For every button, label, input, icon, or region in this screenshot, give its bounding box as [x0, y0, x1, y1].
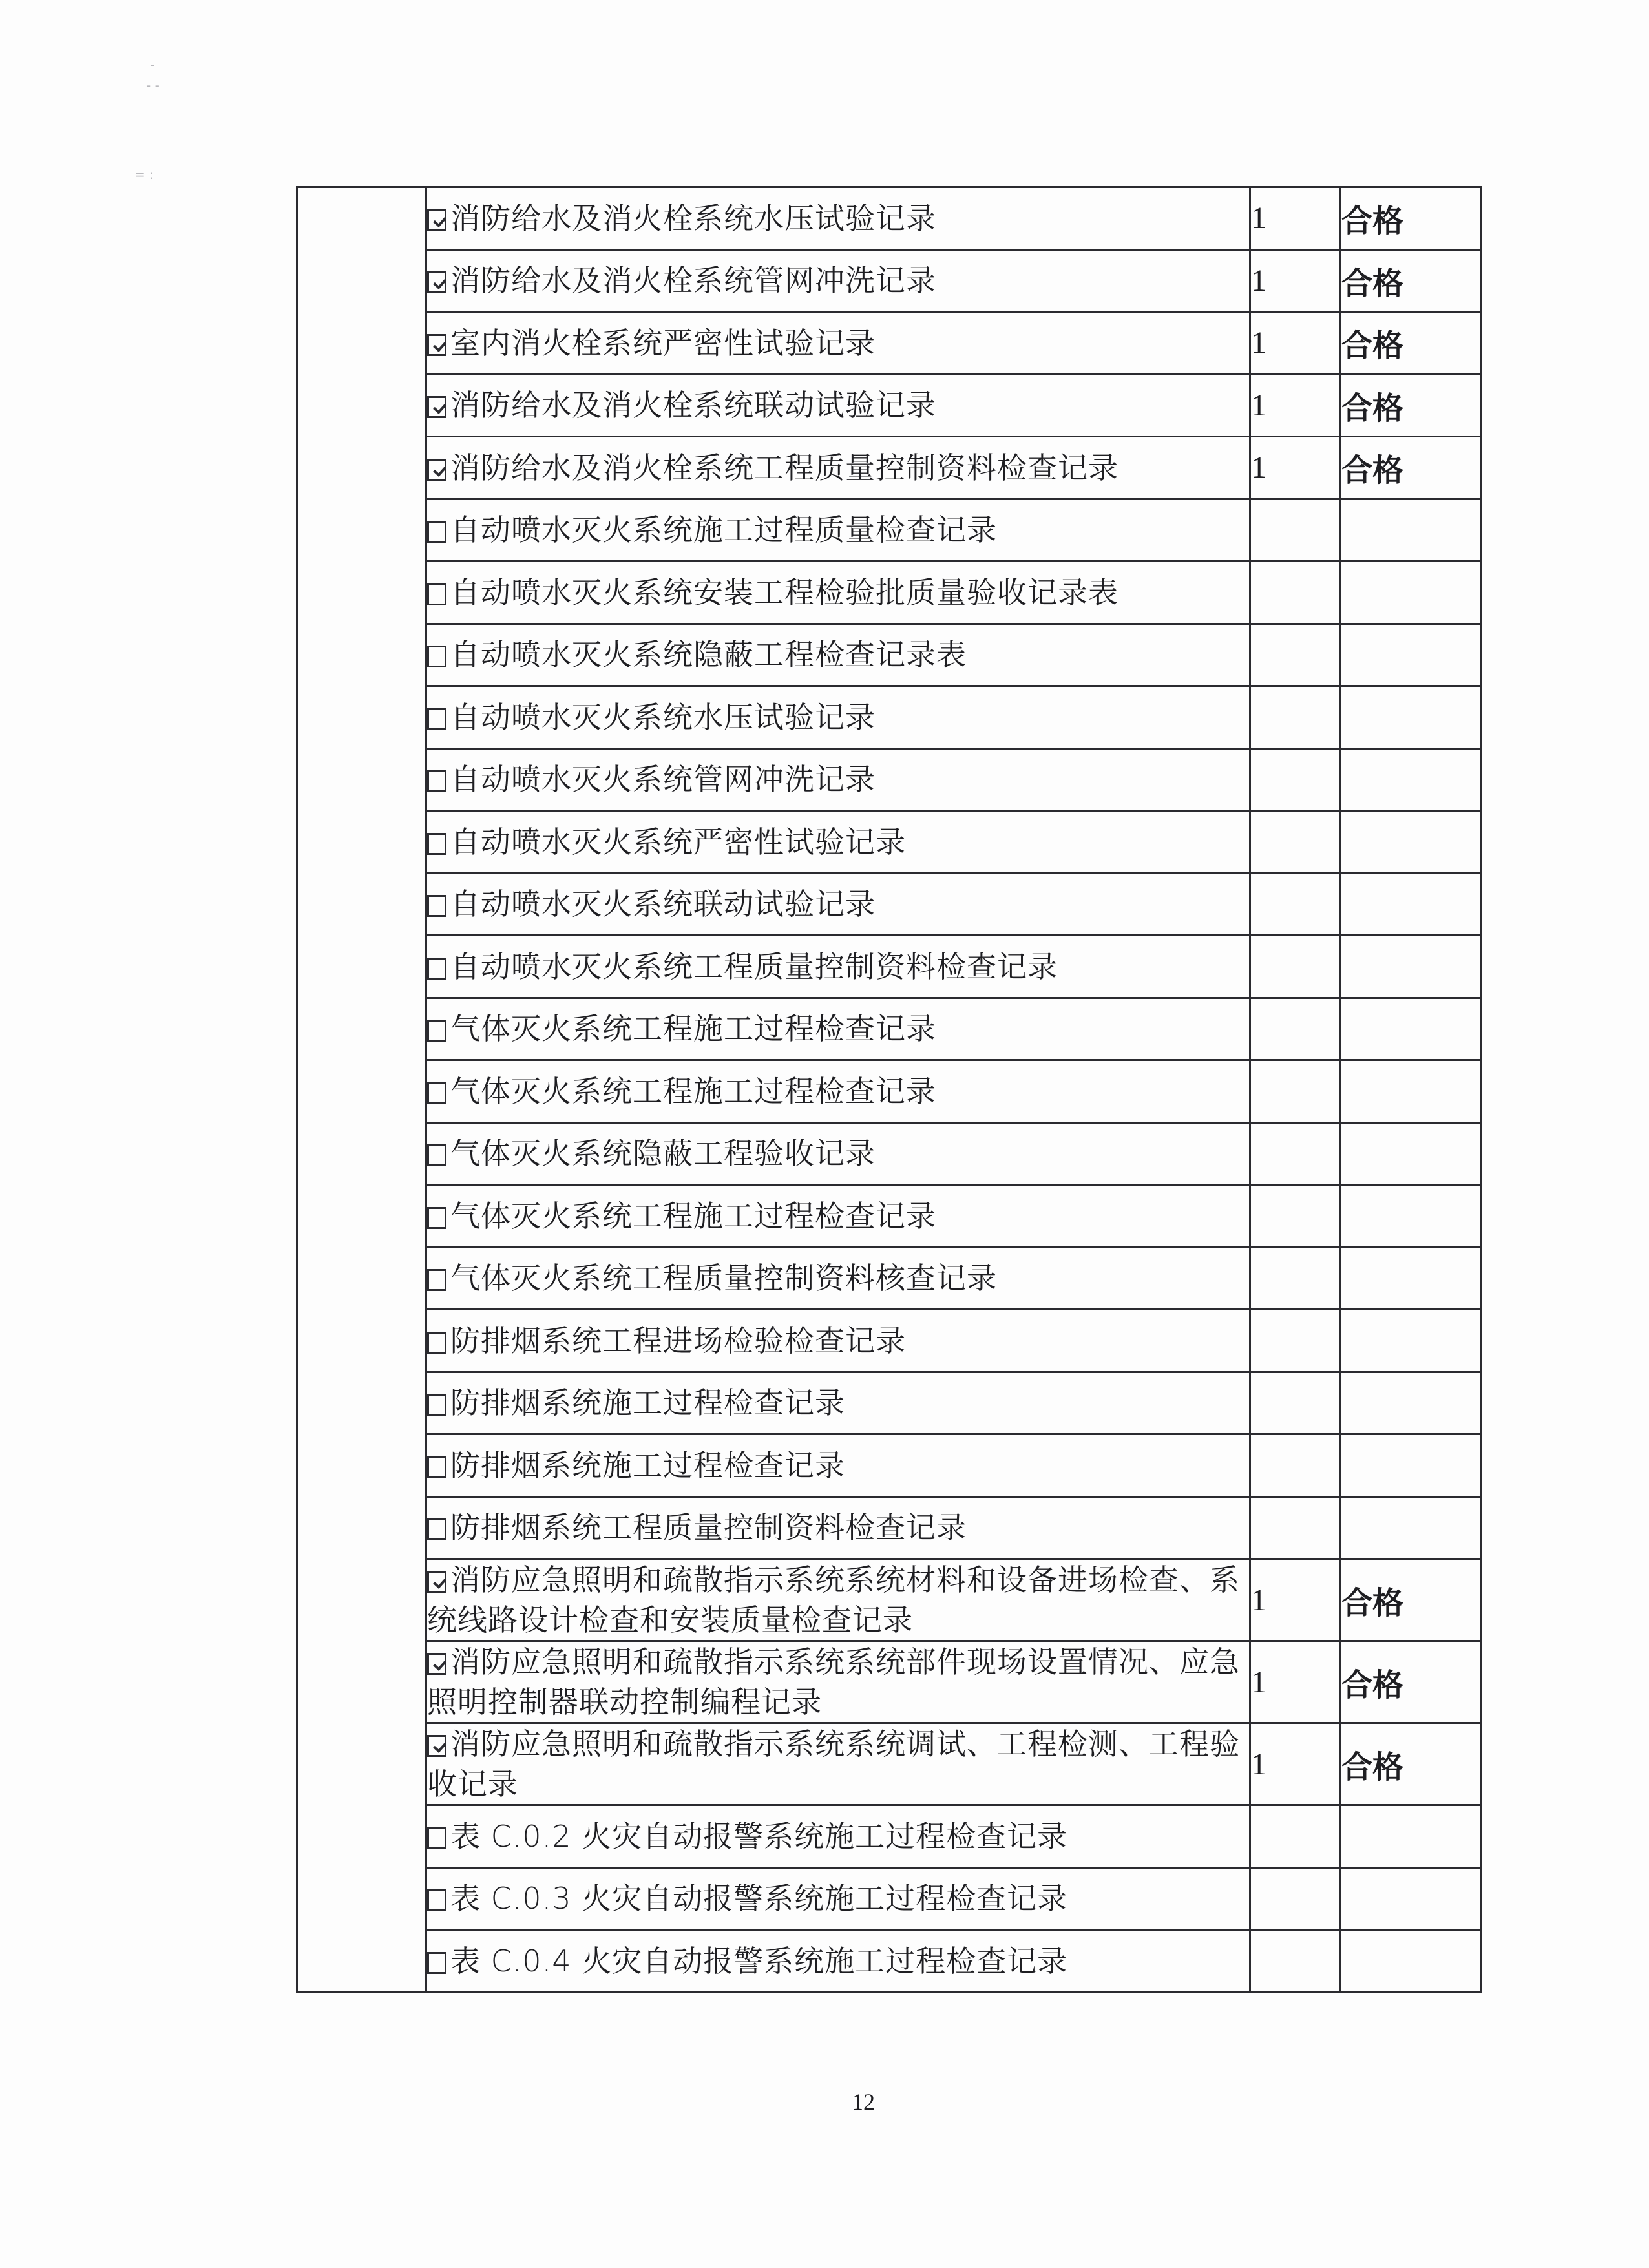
record-item-cell — [426, 1930, 1250, 1993]
record-item-cell — [426, 1434, 1250, 1497]
record-item-label: 表 C.0.2 火灾自动报警系统施工过程检查记录 — [450, 1818, 1068, 1854]
result-cell: 合格 — [1341, 437, 1481, 499]
scan-artifact: - - — [146, 78, 160, 93]
record-item-label: 表 C.0.3 火灾自动报警系统施工过程检查记录 — [450, 1881, 1068, 1916]
scan-artifact: - — [150, 57, 155, 72]
result-cell — [1341, 686, 1481, 749]
table-row — [297, 437, 1481, 499]
result-cell — [1341, 1247, 1481, 1310]
record-item-label: 自动喷水灭火系统联动试验记录 — [450, 887, 876, 922]
unchecked-checkbox-icon[interactable] — [427, 770, 446, 792]
result-cell — [1341, 998, 1481, 1060]
table-row — [297, 562, 1481, 624]
record-item-label: 气体灭火系统隐蔽工程验收记录 — [450, 1136, 876, 1171]
result-cell — [1341, 1372, 1481, 1434]
table-row — [297, 187, 1481, 250]
record-item-label: 气体灭火系统工程施工过程检查记录 — [450, 1073, 936, 1109]
table-row — [297, 1372, 1481, 1434]
checked-checkbox-icon[interactable] — [427, 1735, 446, 1757]
table-row — [297, 998, 1481, 1060]
quantity-cell — [1250, 1185, 1341, 1248]
quantity-cell: 1 — [1250, 1559, 1341, 1641]
checked-checkbox-icon[interactable] — [427, 1571, 446, 1593]
record-item-cell — [426, 1060, 1250, 1123]
result-cell: 合格 — [1341, 187, 1481, 250]
table-row — [297, 1060, 1481, 1123]
record-item-label: 防排烟系统施工过程检查记录 — [450, 1385, 845, 1421]
table-row — [297, 1247, 1481, 1310]
record-item-cell — [426, 1805, 1250, 1868]
page-number: 12 — [852, 2089, 875, 2115]
table-row — [297, 1496, 1481, 1559]
result-cell — [1341, 811, 1481, 874]
quantity-cell — [1250, 1805, 1341, 1868]
record-item-label: 防排烟系统工程质量控制资料检查记录 — [450, 1510, 967, 1546]
record-item-cell — [426, 686, 1250, 749]
table-row — [297, 811, 1481, 874]
quantity-cell — [1250, 1867, 1341, 1930]
record-item-cell — [426, 873, 1250, 936]
record-item-cell — [426, 1372, 1250, 1434]
unchecked-checkbox-icon[interactable] — [427, 1827, 446, 1849]
category-cell — [297, 187, 426, 1993]
record-item-label: 自动喷水灭火系统水压试验记录 — [450, 699, 876, 735]
table-row — [297, 1559, 1481, 1641]
unchecked-checkbox-icon[interactable] — [427, 958, 446, 980]
result-cell — [1341, 1060, 1481, 1123]
inspection-records-table — [296, 186, 1482, 1993]
record-item-label: 自动喷水灭火系统施工过程质量检查记录 — [450, 512, 997, 548]
checked-checkbox-icon[interactable] — [427, 459, 446, 481]
quantity-cell — [1250, 686, 1341, 749]
record-item-cell — [426, 374, 1250, 437]
record-item-cell — [426, 562, 1250, 624]
result-cell — [1341, 562, 1481, 624]
record-item-cell — [426, 1122, 1250, 1185]
record-item-label: 消防应急照明和疏散指示系统系统材料和设备进场检查、系统线路设计检查和安装质量检查记录 — [427, 1562, 1240, 1637]
unchecked-checkbox-icon[interactable] — [427, 1456, 446, 1478]
result-cell — [1341, 1185, 1481, 1248]
record-item-cell — [426, 1641, 1250, 1723]
table-row — [297, 873, 1481, 936]
table-row — [297, 1310, 1481, 1372]
table-row — [297, 374, 1481, 437]
unchecked-checkbox-icon[interactable] — [427, 1020, 446, 1042]
quantity-cell — [1250, 1434, 1341, 1497]
table-row — [297, 686, 1481, 749]
record-item-cell — [426, 936, 1250, 998]
result-cell — [1341, 1867, 1481, 1930]
result-cell — [1341, 1434, 1481, 1497]
record-item-cell — [426, 499, 1250, 562]
record-item-label: 消防应急照明和疏散指示系统系统调试、工程检测、工程验收记录 — [427, 1727, 1240, 1801]
record-item-cell — [426, 1247, 1250, 1310]
quantity-cell — [1250, 1060, 1341, 1123]
unchecked-checkbox-icon[interactable] — [427, 1082, 446, 1104]
unchecked-checkbox-icon[interactable] — [427, 1952, 446, 1974]
record-item-label: 防排烟系统施工过程检查记录 — [450, 1447, 845, 1483]
record-item-cell — [426, 998, 1250, 1060]
record-item-cell — [426, 811, 1250, 874]
record-item-cell — [426, 1185, 1250, 1248]
unchecked-checkbox-icon[interactable] — [427, 1394, 446, 1416]
quantity-cell: 1 — [1250, 249, 1341, 312]
record-item-label: 表 C.0.4 火灾自动报警系统施工过程检查记录 — [450, 1943, 1068, 1979]
result-cell: 合格 — [1341, 249, 1481, 312]
result-cell — [1341, 748, 1481, 811]
quantity-cell: 1 — [1250, 1641, 1341, 1723]
unchecked-checkbox-icon[interactable] — [427, 895, 446, 917]
checked-checkbox-icon[interactable] — [427, 1653, 446, 1675]
result-cell: 合格 — [1341, 1559, 1481, 1641]
quantity-cell — [1250, 873, 1341, 936]
record-item-label: 气体灭火系统工程施工过程检查记录 — [450, 1198, 936, 1234]
quantity-cell — [1250, 499, 1341, 562]
quantity-cell — [1250, 1122, 1341, 1185]
result-cell — [1341, 873, 1481, 936]
table-row — [297, 1930, 1481, 1993]
record-item-cell — [426, 1310, 1250, 1372]
checked-checkbox-icon[interactable] — [427, 396, 446, 418]
table-row — [297, 1805, 1481, 1868]
record-item-label: 自动喷水灭火系统严密性试验记录 — [450, 824, 906, 859]
record-item-cell — [426, 249, 1250, 312]
record-item-cell — [426, 748, 1250, 811]
record-item-label: 自动喷水灭火系统安装工程检验批质量验收记录表 — [450, 574, 1119, 610]
record-item-label: 气体灭火系统工程质量控制资料核查记录 — [450, 1261, 997, 1296]
record-item-label: 消防应急照明和疏散指示系统系统部件现场设置情况、应急照明控制器联动控制编程记录 — [427, 1644, 1240, 1719]
record-item-label: 消防给水及消火栓系统水压试验记录 — [450, 200, 936, 236]
unchecked-checkbox-icon[interactable] — [427, 833, 446, 855]
result-cell: 合格 — [1341, 1641, 1481, 1723]
record-item-label: 消防给水及消火栓系统管网冲洗记录 — [450, 263, 936, 299]
quantity-cell: 1 — [1250, 437, 1341, 499]
record-item-label: 室内消火栓系统严密性试验记录 — [450, 325, 876, 361]
unchecked-checkbox-icon[interactable] — [427, 1518, 446, 1540]
table-row — [297, 624, 1481, 686]
result-cell — [1341, 499, 1481, 562]
unchecked-checkbox-icon[interactable] — [427, 1269, 446, 1291]
scan-artifact: = : — [134, 167, 154, 182]
quantity-cell — [1250, 936, 1341, 998]
checked-checkbox-icon[interactable] — [427, 334, 446, 356]
record-item-cell — [426, 1867, 1250, 1930]
unchecked-checkbox-icon[interactable] — [427, 708, 446, 730]
record-item-label: 防排烟系统工程进场检验检查记录 — [450, 1323, 906, 1358]
unchecked-checkbox-icon[interactable] — [427, 521, 446, 543]
checked-checkbox-icon[interactable] — [427, 209, 446, 231]
table-row — [297, 499, 1481, 562]
result-cell: 合格 — [1341, 312, 1481, 375]
record-item-cell — [426, 187, 1250, 250]
table-row — [297, 312, 1481, 375]
result-cell — [1341, 1805, 1481, 1868]
table-row — [297, 1185, 1481, 1248]
quantity-cell — [1250, 1247, 1341, 1310]
result-cell — [1341, 1930, 1481, 1993]
quantity-cell: 1 — [1250, 312, 1341, 375]
record-item-cell — [426, 1723, 1250, 1805]
unchecked-checkbox-icon[interactable] — [427, 1889, 446, 1911]
table-row — [297, 748, 1481, 811]
quantity-cell — [1250, 1372, 1341, 1434]
quantity-cell — [1250, 748, 1341, 811]
quantity-cell — [1250, 1930, 1341, 1993]
table-row — [297, 1641, 1481, 1723]
table-row — [297, 1434, 1481, 1497]
table-row — [297, 936, 1481, 998]
result-cell: 合格 — [1341, 374, 1481, 437]
result-cell: 合格 — [1341, 1723, 1481, 1805]
record-item-cell — [426, 437, 1250, 499]
record-item-label: 自动喷水灭火系统隐蔽工程检查记录表 — [450, 637, 967, 673]
table-row — [297, 249, 1481, 312]
record-item-label: 自动喷水灭火系统工程质量控制资料检查记录 — [450, 949, 1058, 984]
quantity-cell — [1250, 1496, 1341, 1559]
quantity-cell — [1250, 811, 1341, 874]
result-cell — [1341, 1122, 1481, 1185]
result-cell — [1341, 624, 1481, 686]
unchecked-checkbox-icon[interactable] — [427, 1332, 446, 1354]
quantity-cell: 1 — [1250, 1723, 1341, 1805]
unchecked-checkbox-icon[interactable] — [427, 1207, 446, 1229]
checked-checkbox-icon[interactable] — [427, 271, 446, 293]
record-item-cell — [426, 1559, 1250, 1641]
record-item-label: 消防给水及消火栓系统联动试验记录 — [450, 388, 936, 423]
table-row — [297, 1867, 1481, 1930]
quantity-cell — [1250, 624, 1341, 686]
result-cell — [1341, 1310, 1481, 1372]
result-cell — [1341, 936, 1481, 998]
record-item-label: 自动喷水灭火系统管网冲洗记录 — [450, 762, 876, 797]
result-cell — [1341, 1496, 1481, 1559]
quantity-cell: 1 — [1250, 374, 1341, 437]
record-item-label: 气体灭火系统工程施工过程检查记录 — [450, 1011, 936, 1047]
quantity-cell — [1250, 562, 1341, 624]
quantity-cell: 1 — [1250, 187, 1341, 250]
record-item-cell — [426, 624, 1250, 686]
unchecked-checkbox-icon[interactable] — [427, 646, 446, 667]
unchecked-checkbox-icon[interactable] — [427, 1144, 446, 1166]
record-item-label: 消防给水及消火栓系统工程质量控制资料检查记录 — [450, 450, 1119, 485]
table-row — [297, 1122, 1481, 1185]
record-item-cell — [426, 312, 1250, 375]
unchecked-checkbox-icon[interactable] — [427, 583, 446, 605]
record-item-cell — [426, 1496, 1250, 1559]
quantity-cell — [1250, 998, 1341, 1060]
quantity-cell — [1250, 1310, 1341, 1372]
table-row — [297, 1723, 1481, 1805]
